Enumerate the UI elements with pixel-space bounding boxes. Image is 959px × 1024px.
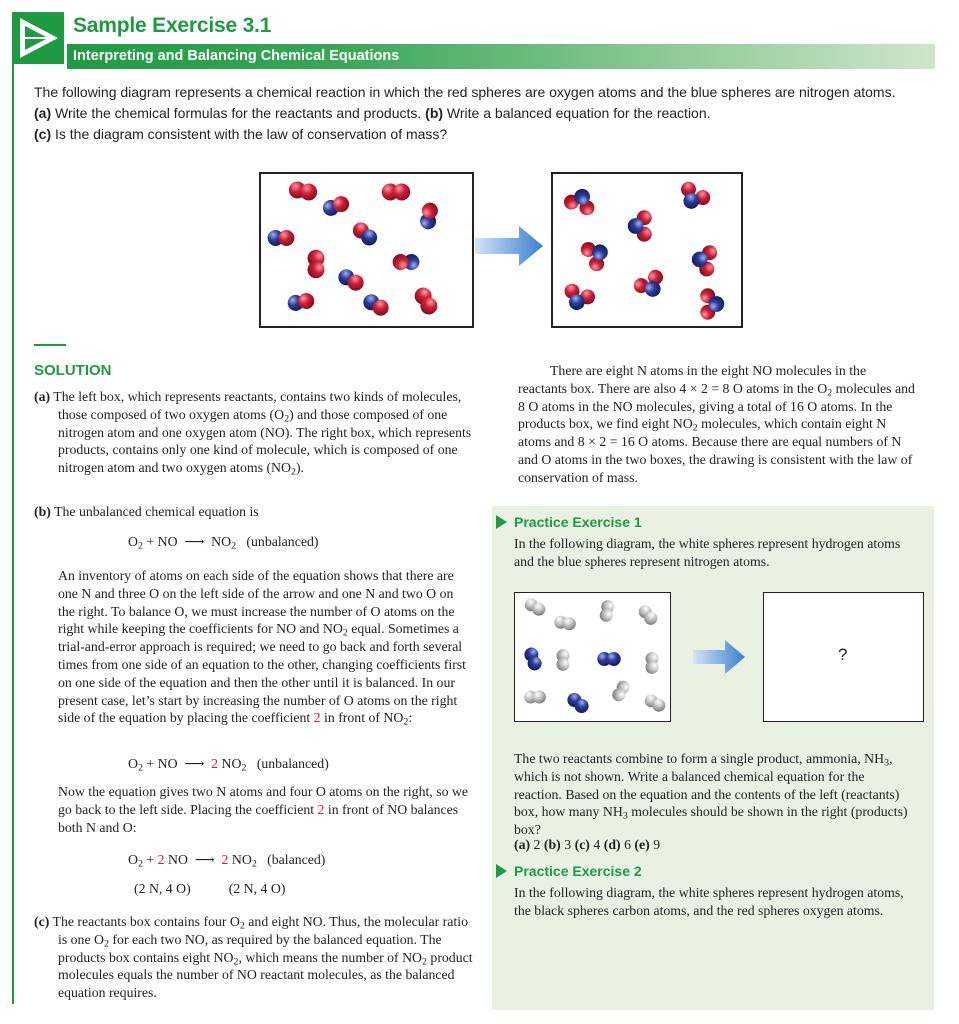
nitrogen-dioxide-molecule: [689, 243, 718, 278]
hydrogen-molecule: [599, 599, 616, 623]
hydrogen-molecule: [557, 649, 570, 671]
products-box: [551, 172, 743, 328]
exercise-subtitle: Interpreting and Balancing Chemical Equations: [73, 48, 400, 64]
reaction-arrow-icon: [475, 226, 545, 266]
practice-exercise-1-heading: Practice Exercise 1: [496, 514, 642, 530]
triangle-bullet-icon: [496, 864, 507, 878]
hydrogen-molecule: [646, 652, 659, 674]
nitric-oxide-molecule: [360, 291, 391, 318]
atom-nitrogen: [607, 652, 621, 666]
hydrogen-molecule: [553, 615, 577, 632]
nitrogen-dioxide-molecule: [578, 235, 615, 274]
triangle-bullet-icon: [496, 515, 507, 529]
hydrogen-molecule: [642, 692, 667, 714]
nitric-oxide-molecule: [268, 230, 295, 246]
atom-nitrogen: [709, 296, 725, 312]
oxygen-molecule: [382, 184, 410, 201]
problem-statement: The following diagram represents a chemical reaction in which the red spheres are oxygen atoms and the blue spheres are nitrogen atoms. (a) Write the chemical formulas for the reactants and products. (b) Write a balanced equation for the reaction. (c) Is the diagram consistent with the law of conservation of mass?: [34, 84, 896, 142]
exercise-title: Sample Exercise 3.1: [73, 14, 272, 37]
reactants-box: [259, 172, 474, 328]
solution-rule: [34, 344, 66, 346]
solution-part-b-body-2: Now the equation gives two N atoms and four O atoms on the right, so we go back to the left side. Placing the coefficient 2 in front of NO balances both N and O:: [58, 784, 469, 835]
side-rule: [12, 60, 14, 1004]
nitrogen-molecule: [597, 652, 620, 666]
atom-oxygen: [278, 230, 294, 246]
atom-hydrogen: [646, 661, 659, 674]
practice-exercise-1-text: In the following diagram, the white spheres represent hydrogen atoms and the blue spheres represent nitrogen atoms.: [514, 536, 901, 569]
nitrogen-dioxide-molecule: [628, 210, 652, 242]
unknown-products-mark: ?: [838, 645, 848, 664]
nitrogen-dioxide-molecule: [631, 267, 670, 304]
equation-unbalanced: $O_2$ + NO ⟶ $NO_2$ (unbalanced): [128, 534, 319, 552]
solution-part-c: (c) The reactants box contains four $O_2$ and eight NO. Thus, the molecular ratio is one $O_2$ for each two NO, as required by the balanced equation. The products box contains eight $NO_2$, which means the number of $NO_2$ product molecules equals the number of NO reactant molecules, as the balanced equation requires.: [34, 914, 473, 1001]
solution-conservation-paragraph: There are eight N atoms in the eight NO molecules in the reactants box. There are also 4 × 2 = 8 O atoms in the $O_2$ molecules and 8 O atoms in the NO molecules, giving a total of 16 O atoms. In the products box, we find eight $NO_2$ molecules, which contain eight N atoms and 8 × 2 = 16 O atoms. Because there are equal numbers of N and O atoms in the two boxes, the drawing is consistent with the law of conservation of mass.: [518, 363, 915, 485]
exercise-arrow-icon: [12, 12, 64, 64]
equation-step-2: $O_2$ + NO ⟶ 2 $NO_2$ (unbalanced): [128, 756, 329, 774]
atom-oxygen: [393, 184, 410, 201]
nitrogen-molecule: [522, 646, 543, 673]
nitrogen-dioxide-molecule: [674, 179, 713, 216]
atom-oxygen: [308, 261, 325, 278]
oxygen-molecule: [288, 180, 319, 202]
nitric-oxide-molecule: [335, 266, 366, 293]
nitric-oxide-molecule: [393, 254, 420, 270]
solution-heading: SOLUTION: [34, 362, 112, 379]
nitrogen-dioxide-molecule: [559, 282, 597, 315]
nitric-oxide-molecule: [286, 292, 315, 312]
practice-reactants-box: [514, 592, 671, 722]
nitric-oxide-molecule: [419, 201, 439, 230]
reactant-molecules: [261, 174, 472, 326]
nitrogen-dioxide-molecule: [700, 288, 724, 320]
atom-hydrogen: [533, 691, 546, 704]
nitric-oxide-molecule: [321, 194, 352, 218]
equation-balanced: $O_2 + 2$ NO ⟶ 2 $NO_2$ (balanced): [128, 852, 326, 870]
practice-reactant-molecules: [515, 593, 669, 720]
oxygen-molecule: [412, 284, 441, 317]
atom-oxygen: [393, 254, 409, 270]
atom-counts: (2 N, 4 O) (2 N, 4 O): [134, 881, 286, 896]
practice-exercise-2-heading: Practice Exercise 2: [496, 863, 642, 879]
nitrogen-dioxide-molecule: [562, 184, 600, 217]
oxygen-molecule: [308, 250, 325, 278]
atom-nitrogen: [628, 218, 644, 234]
practice-reaction-arrow-icon: [693, 640, 747, 674]
hydrogen-molecule: [524, 691, 546, 704]
solution-part-b: (b) The unbalanced chemical equation is: [34, 504, 259, 519]
hydrogen-molecule: [636, 602, 660, 627]
atom-hydrogen: [557, 658, 570, 671]
hydrogen-molecule: [610, 678, 632, 703]
nitric-oxide-molecule: [350, 219, 381, 248]
solution-part-a: (a) The left box, which represents reactants, contains two kinds of molecules, those composed of two oxygen atoms $(O_2)$ and those composed of one nitrogen atom and one oxygen atom (NO). The right box, which represents products, contains only one kind of molecule, which is composed of one nitrogen atom and two oxygen atoms $(NO_2)$.: [34, 389, 472, 478]
nitrogen-molecule: [565, 690, 592, 716]
practice-exercise-1-choices: (a) 2 (b) 3 (c) 4 (d) 6 (e) 9: [514, 837, 661, 852]
practice-exercise-2-text: In the following diagram, the white spheres represent hydrogen atoms, the black spheres carbon atoms, and the red spheres oxygen atoms.: [514, 885, 904, 918]
hydrogen-molecule: [522, 596, 547, 618]
solution-part-b-body: An inventory of atoms on each side of the equation shows that there are one N and three O on the left side of the arrow and one N and two O on the right. To balance O, we must increase the number of O atoms on the right while keeping the coefficients for NO and $NO_2$ equal. Sometimes a trial-and-error approach is required; we need to go back and forth several times from one side of an equation to the other, changing coefficients first on one side of the equation and then the other until it is balanced. In our present case, let’s start by increasing the number of O atoms on the right side of the equation by placing the coefficient 2 in front of $NO_2$:: [58, 568, 466, 728]
practice-exercise-1-question: The two reactants combine to form a single product, ammonia, $NH_3$, which is not shown. Write a balanced chemical equation for the reaction. Based on the equation and the contents of the left (reactants) box, how many $NH_3$ molecules should be shown in the right (products) box?: [514, 751, 908, 838]
product-molecules: [553, 174, 741, 326]
